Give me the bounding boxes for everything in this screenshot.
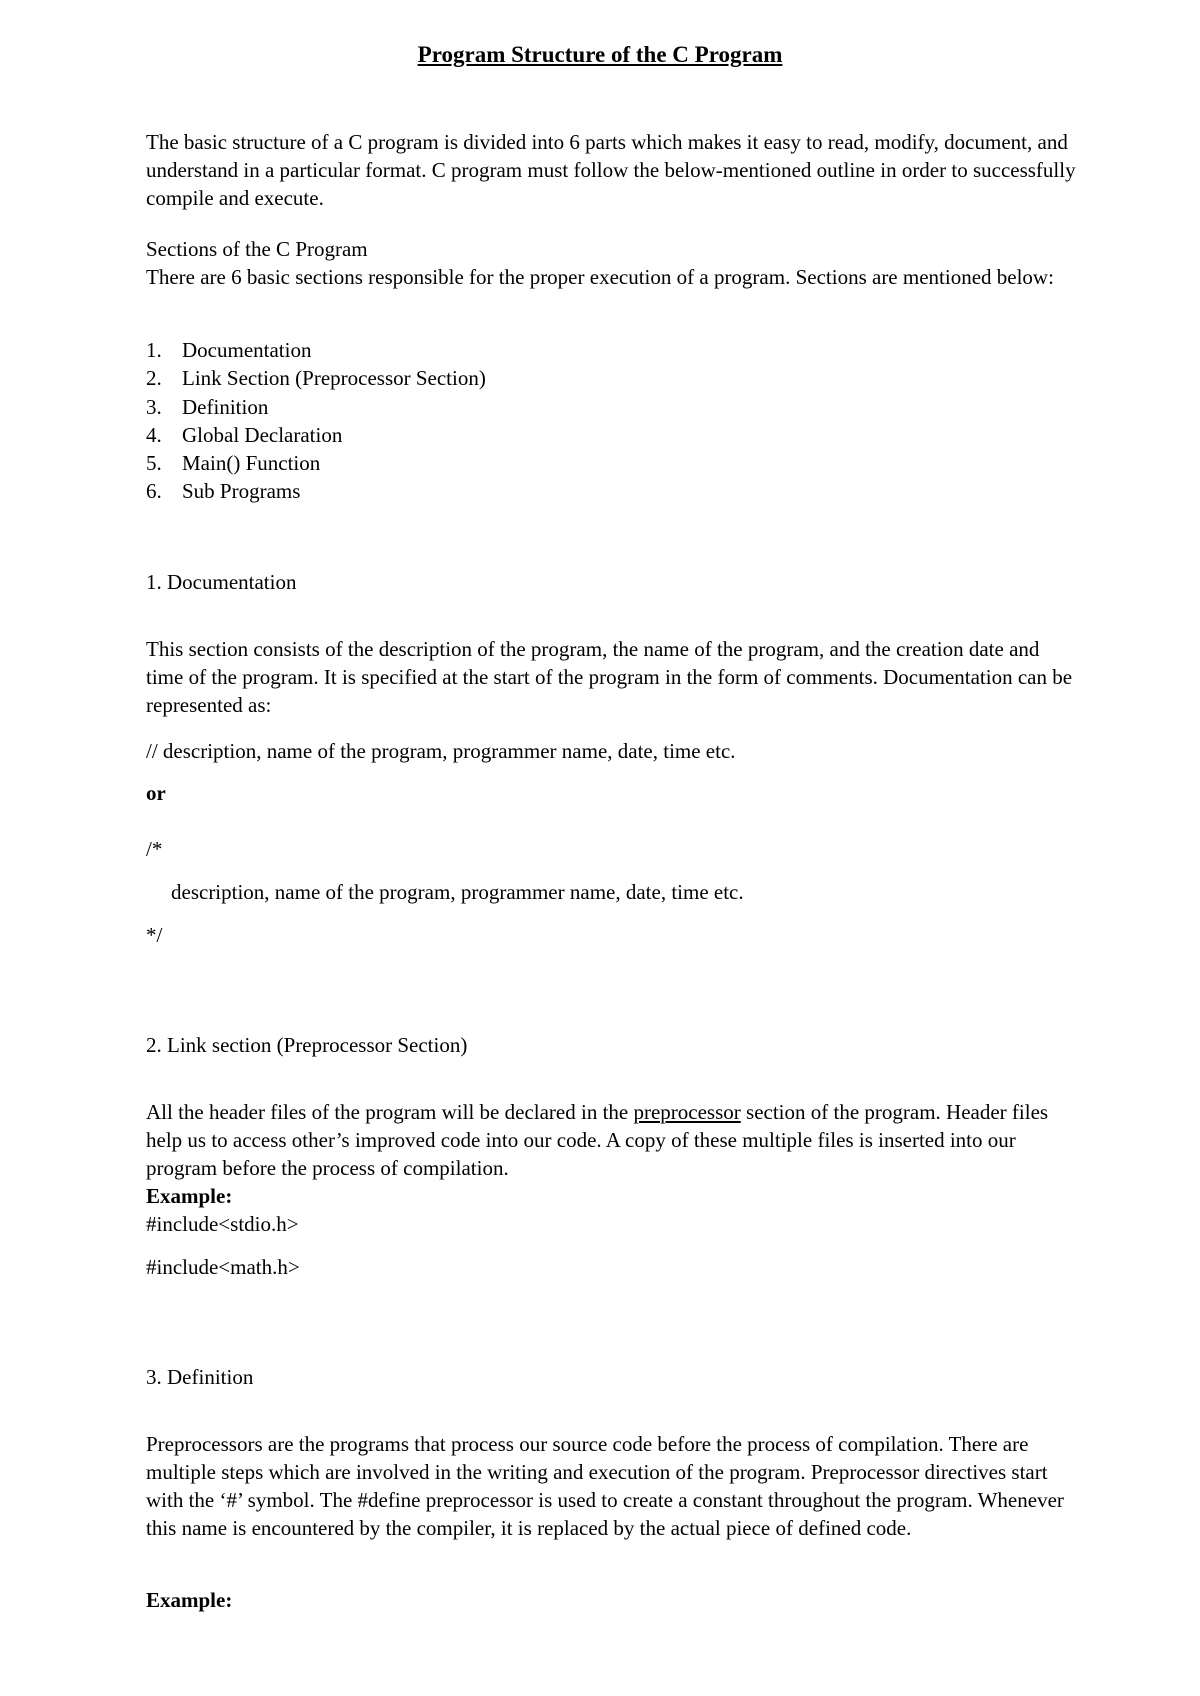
include-math: #include<math.h> [146,1255,300,1279]
list-item [146,393,486,421]
list-item-number: 4. [146,422,162,447]
sections-intro-paragraph: There are 6 basic sections responsible for the proper execution of a program. Sections are mentioned below: [146,265,1054,289]
link-para-text: All the header files of the program will be declared in the [146,1100,634,1124]
or-label: or [146,781,166,805]
list-item-number: 6. [146,479,162,504]
list-item [146,336,486,364]
definition-heading: 3. Definition [146,1365,254,1389]
comment-open: /* [146,837,163,861]
list-item [146,449,486,477]
list-item-text: Main() Function [182,451,321,476]
page-title: Program Structure of the C Program [417,42,783,67]
list-item [146,364,486,392]
sections-heading: Sections of the C Program [146,237,368,261]
example-label: Example: [146,1184,233,1208]
list-item-number: 1. [146,338,162,362]
list-item-number: 3. [146,394,162,419]
include-stdio: #include<stdio.h> [146,1212,299,1236]
list-item-text: Sub Programs [182,479,301,504]
example-label: Example: [146,1588,233,1612]
link-section-heading: 2. Link section (Preprocessor Section) [146,1033,468,1057]
documentation-heading: 1. Documentation [146,570,297,594]
comment-close: */ [146,923,163,947]
list-item [146,477,486,505]
list-item-number: 5. [146,451,162,476]
intro-paragraph: The basic structure of a C program is divided into 6 parts which makes it easy to read, modify, document, and understand in a particular format. C program must follow the below-mentioned outline in order to successfully compile and execute. [146,130,1076,210]
list-item-text: Documentation [182,338,312,362]
comment-body: description, name of the program, programmer name, date, time etc. [171,880,744,904]
link-section-paragraph [146,1098,1076,1182]
list-item-text: Global Declaration [182,422,343,447]
list-item-number: 2. [146,366,162,391]
comment-line: // description, name of the program, programmer name, date, time etc. [146,739,736,763]
list-item-text: Link Section (Preprocessor Section) [182,366,486,391]
documentation-paragraph: This section consists of the description of the program, the name of the program, and the creation date and time of the program. It is specified at the start of the program in the form of comments. Documentation can be represented as: [146,637,1073,717]
link-para-text: section of the program. Header files help us to access other’s improved code into our code. A copy of these multiple files is inserted into our program before the process of compilation. [146,1100,1049,1180]
list-item-text: Definition [182,394,269,419]
list-item [146,421,486,449]
sections-list [146,336,486,506]
preprocessor-link[interactable]: preprocessor [633,1100,741,1124]
definition-paragraph: Preprocessors are the programs that process our source code before the process of compilation. There are multiple steps which are involved in the writing and execution of the program. Preprocessor directives start with the ‘#’ symbol. The #define preprocessor is used to create a constant throughout the program. Whenever this name is encountered by the compiler, it is replaced by the actual piece of defined code. [146,1432,1064,1540]
